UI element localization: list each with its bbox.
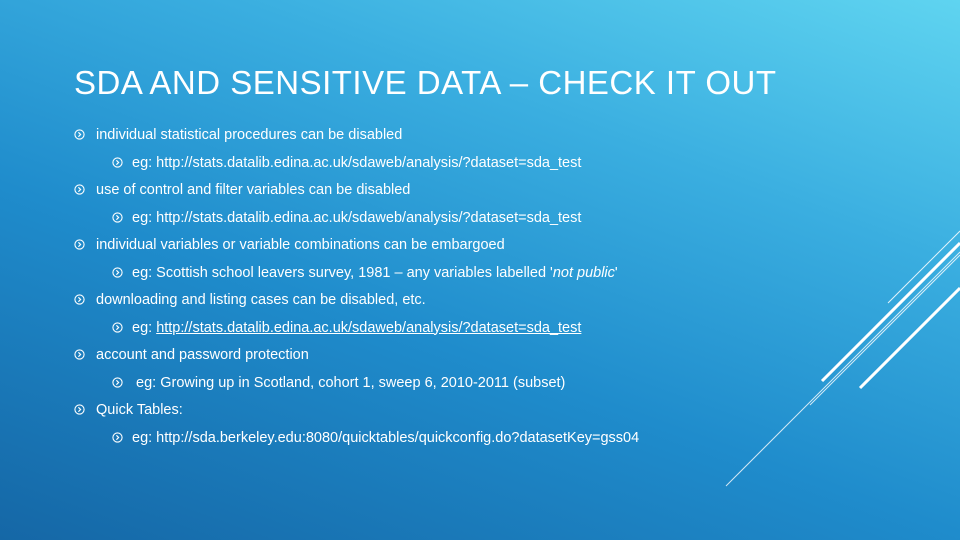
chevron-circle-right-icon	[74, 184, 85, 195]
chevron-circle-right-icon	[112, 267, 123, 278]
sub-bullet-text	[132, 265, 618, 281]
chevron-circle-right-icon	[112, 377, 123, 388]
sub-bullet-item	[74, 372, 834, 400]
bullet-text: account and password protection	[96, 347, 309, 363]
bullet-item	[74, 179, 834, 207]
emphasis-text: not public	[552, 264, 615, 281]
sub-bullet-text: eg: http://stats.datalib.edina.ac.uk/sdaweb/analysis/?dataset=sda_test	[132, 209, 582, 226]
sub-bullet-text: eg: Growing up in Scotland, cohort 1, sweep 6, 2010-2011 (subset)	[132, 374, 566, 391]
bullet-text: Quick Tables:	[96, 402, 183, 418]
sub-bullet-text-prefix: eg:	[132, 319, 157, 336]
sub-bullet-item	[74, 262, 834, 290]
sub-bullet-item	[74, 152, 834, 180]
sub-bullet-text	[132, 320, 581, 336]
chevron-circle-right-icon	[112, 157, 123, 168]
chevron-circle-right-icon	[74, 349, 85, 360]
bullet-text: downloading and listing cases can be disabled, etc.	[96, 292, 426, 308]
slide-title: SDA AND SENSITIVE DATA – CHECK IT OUT	[74, 64, 777, 101]
bullet-list	[74, 124, 834, 454]
bullet-item	[74, 289, 834, 317]
bullet-text: individual variables or variable combinations can be embargoed	[96, 237, 505, 253]
chevron-circle-right-icon	[112, 212, 123, 223]
chevron-circle-right-icon	[112, 322, 123, 333]
sub-bullet-text-prefix: eg: Scottish school leavers survey, 1981 – any variables labelled '	[132, 264, 553, 281]
bullet-item	[74, 399, 834, 427]
chevron-circle-right-icon	[74, 129, 85, 140]
bullet-text: individual statistical procedures can be disabled	[96, 127, 403, 143]
bullet-item	[74, 344, 834, 372]
bullet-item	[74, 234, 834, 262]
sub-bullet-item	[74, 207, 834, 235]
sub-bullet-text-suffix: '	[614, 264, 618, 281]
chevron-circle-right-icon	[74, 404, 85, 415]
bullet-item	[74, 124, 834, 152]
bullet-text: use of control and filter variables can be disabled	[96, 182, 411, 198]
sub-bullet-item	[74, 427, 834, 455]
sub-bullet-item	[74, 317, 834, 345]
chevron-circle-right-icon	[74, 239, 85, 250]
sda-test-link[interactable]: http://stats.datalib.edina.ac.uk/sdaweb/analysis/?dataset=sda_test	[156, 319, 582, 336]
sub-bullet-text: eg: http://stats.datalib.edina.ac.uk/sdaweb/analysis/?dataset=sda_test	[132, 154, 582, 171]
chevron-circle-right-icon	[112, 432, 123, 443]
chevron-circle-right-icon	[74, 294, 85, 305]
sub-bullet-text: eg: http://sda.berkeley.edu:8080/quicktables/quickconfig.do?datasetKey=gss04	[132, 429, 640, 446]
